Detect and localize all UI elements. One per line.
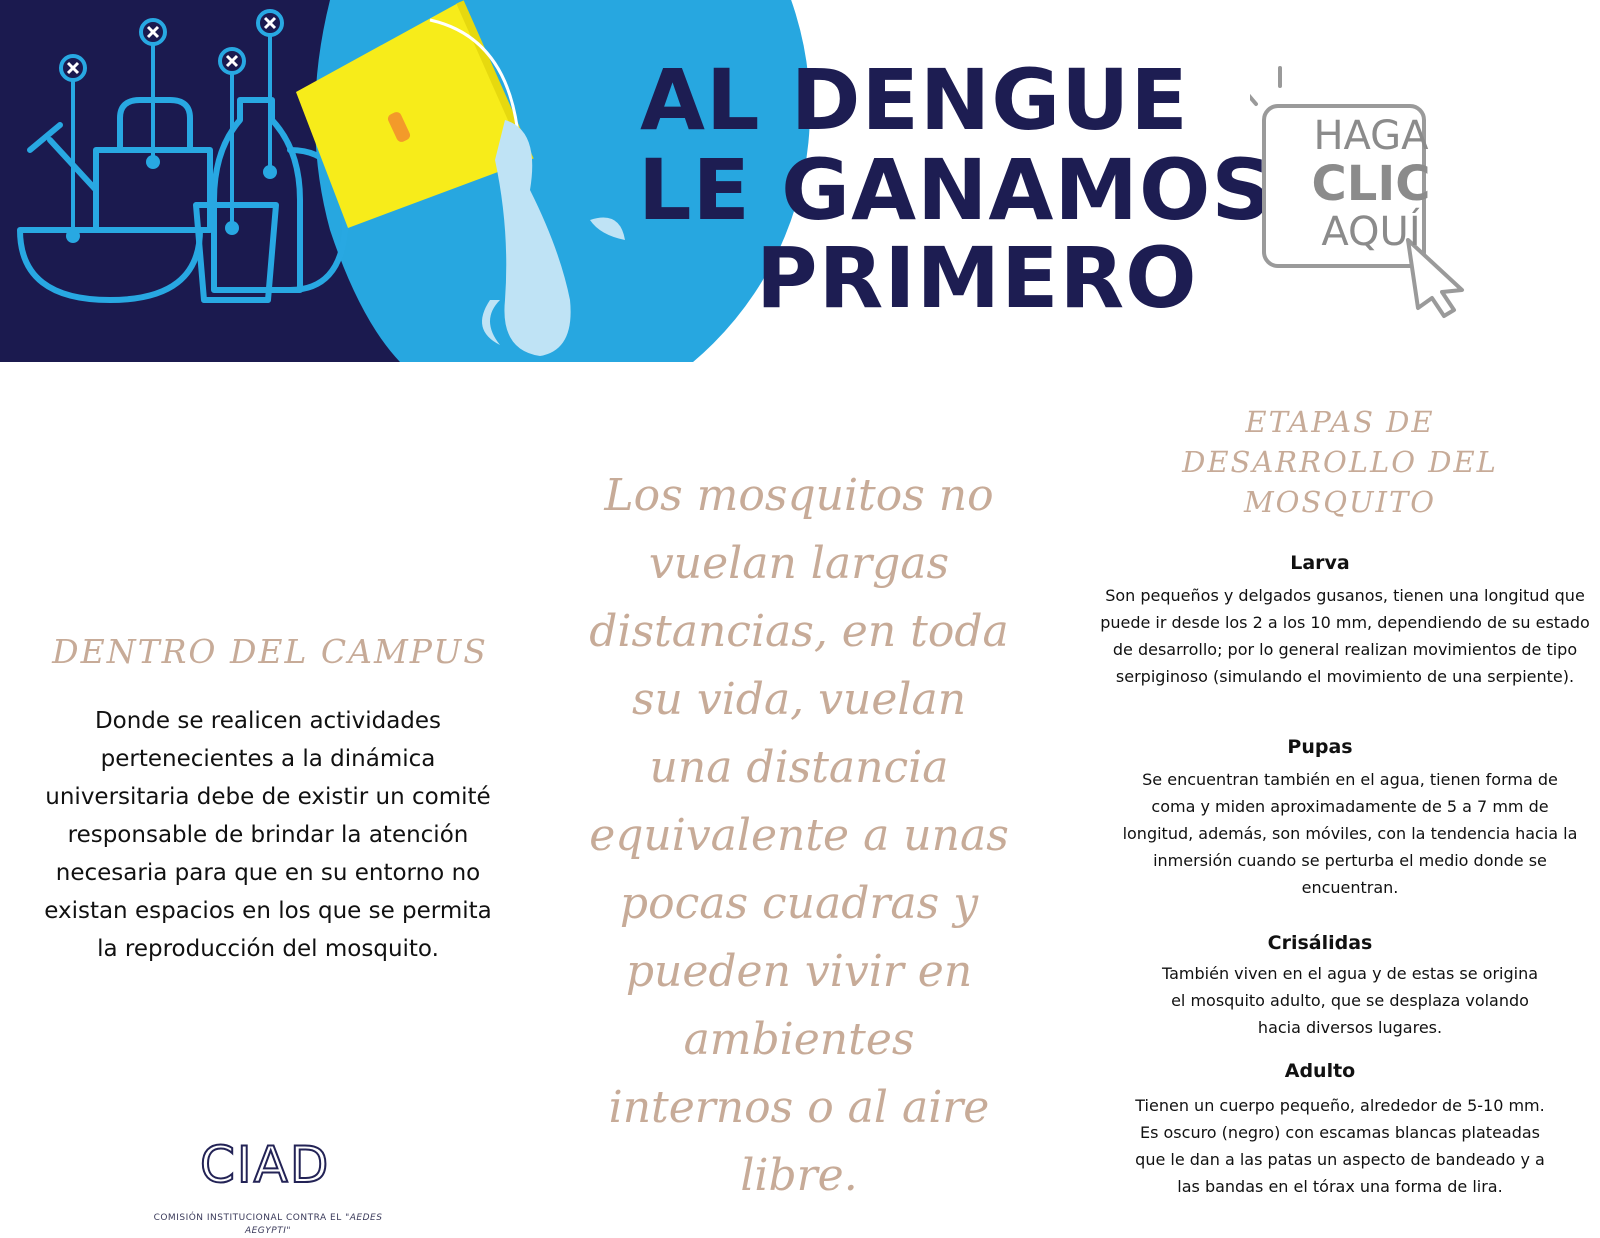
click-label-haga[interactable]: HAGA [1313,113,1429,159]
banner [0,0,1600,362]
stage-title-larva: Larva [1290,552,1350,574]
stage-title-adulto: Adulto [1284,1060,1356,1082]
ciad-caption-suffix: " [286,1226,292,1236]
ciad-caption-prefix: COMISIÓN INSTITUCIONAL CONTRA EL " [153,1213,350,1223]
campus-paragraph: Donde se realicen actividades pertenecientes a la dinámica universitaria debe de existir un comité responsable de brindar la atención necesaria para que en su entorno no existan espacios en los que se permita la reproducción del mosquito. [44,708,492,962]
stage-title-crisalidas: Crisálidas [1267,932,1373,954]
ciad-logo-caption [138,1212,398,1238]
stages-heading: ETAPAS DE DESARROLLO DEL MOSQUITO [1182,405,1498,519]
stage-text-adulto: Tienen un cuerpo pequeño, alrededor de 5-10 mm. Es oscuro (negro) con escamas blancas plateadas que le dan a las patas un aspecto de bandeado y a las bandas en el tórax una forma de lira. [1135,1096,1545,1196]
stage-text-larva: Son pequeños y delgados gusanos, tienen una longitud que puede ir desde los 2 a los 10 mm, dependiendo de su estado de desarrollo; por lo general realizan movimientos de tipo serpiginoso (simulando el movimiento de una serpiente). [1100,586,1590,686]
banner-title-line-1: AL DENGUE [640,51,1189,149]
banner-title-line-2: LE GANAMOS [638,141,1273,239]
click-label-aqui[interactable]: AQUÍ [1321,209,1421,255]
stage-text-pupas: Se encuentran también en el agua, tienen forma de coma y miden aproximadamente de 5 a 7 mm de longitud, además, son móviles, con la tendencia hacia la inmersión cuando se perturba el medio donde se encuentran. [1122,770,1578,897]
ciad-logo: CIAD [200,1136,331,1194]
ciad-caption-species: AEDES AEGYPTI [244,1213,383,1236]
stage-text-crisalidas: También viven en el agua y de estas se origina el mosquito adulto, que se desplaza volando hacia diversos lugares. [1161,964,1539,1037]
campus-heading: DENTRO DEL CAMPUS [52,632,488,671]
stage-title-pupas: Pupas [1287,736,1353,758]
banner-title-line-3: PRIMERO [756,229,1198,327]
mosquito-flight-quote: Los mosquitos no vuelan largas distancias, en toda su vida, vuelan una distancia equivalente a unas pocas cuadras y pueden vivir en ambientes internos o al aire libre. [589,470,1009,1201]
click-label-clic[interactable]: CLIC [1311,156,1431,212]
